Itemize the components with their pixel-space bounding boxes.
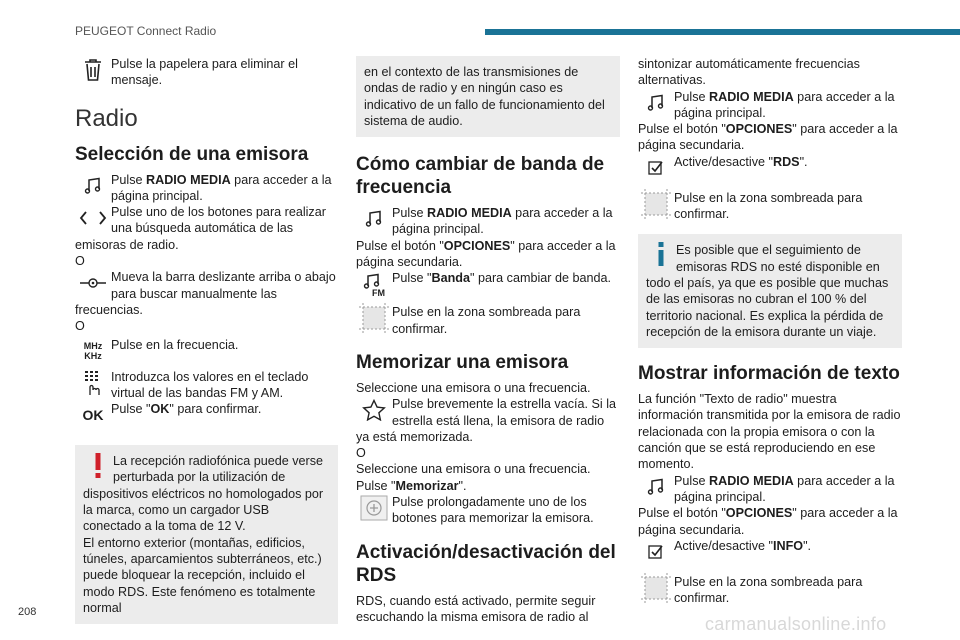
step-ok: OK Pulse "OK" para confirmar. (75, 401, 338, 429)
music-note-icon (75, 172, 111, 200)
star-outline-icon (356, 396, 392, 424)
checkbox-icon (638, 154, 674, 182)
step-frequency: MHz KHz Pulse en la frecuencia. (75, 337, 338, 365)
watermark: carmanualsonline.info (705, 614, 887, 634)
mhz-khz-icon: MHz KHz (83, 340, 103, 361)
rds-step-toggle: Active/desactive "RDS". (638, 154, 902, 182)
column-3: sintonizar automáticamente frecuencias alternativas. Pulse RADIO MEDIA para acceder a la página principal. Pulse el botón "OPCIONES" para acceder a la página secundaria. Active/desactive "RDS". Pulse en la zona sombreada para confirmar. Es posible que el seguimiento de emisoras RDS no esté disponible en todo el país, ya que es posible que muchas de las emisoras no cubran el 100 % del territorio nacional. Es explica la pérdida de recepción de la emisora durante un viaje. Mostrar información de texto La función "Texto de radio" muestra información transmitida por la emisora de radio relacionada con la propia emisora o con la canción que se está reproduciendo en ese momento. Pulse RADIO MEDIA para acceder a la página principal. Pulse el botón "OPCIONES" para acceder a la página secundaria. Active/desactive "INFO". Pulse en la zona sombreada para confirmar. (638, 57, 901, 606)
music-note-icon (356, 205, 392, 233)
rds-step-radio-media: Pulse RADIO MEDIA para acceder a la página principal. (638, 89, 902, 122)
text-step-toggle: Active/desactive "INFO". (638, 538, 902, 566)
band-step-confirm: Pulse en la zona sombreada para confirmar. (356, 304, 620, 337)
info-box (638, 234, 902, 348)
keypad-hand-icon (75, 369, 111, 397)
music-note-fm-icon: FM (356, 270, 392, 298)
music-note-icon (638, 473, 674, 501)
heading-text-info: Mostrar información de texto (638, 363, 900, 385)
memo-step-star: Pulse brevemente la estrella vacía. Si la estrella está llena, la emisora de radio ya está memorizada. (356, 397, 617, 444)
column-2: en el contexto de las transmisiones de ondas de radio y en ningún caso es indicativo de un fallo de funcionamiento del sistema de audio. Cómo cambiar de banda de frecuencia Pulse RADIO MEDIA para acceder a la página principal. Pulse el botón "OPCIONES" para acceder a la página secundaria. FM Pulse "Banda" para cambiar de banda. Pulse en la zona sombreada para confirmar. Memorizar una emisora Seleccione una emisora o una frecuencia. Pulse brevemente la estrella vacía. Si la estrella está llena, la emisora de radio ya está memorizada. O Seleccione una emisora o una frecuencia. Pulse "Memorizar". Pulse prolongadamente uno de los botones para memorizar la emisora. Activación/desactivación del RDS RDS, cuando está activado, permite seguir escuchando la misma emisora de radio al (356, 56, 620, 625)
heading-rds: Activación/desactivación del RDS (356, 541, 616, 586)
rds-step-confirm: Pulse en la zona sombreada para confirmar. (638, 190, 902, 223)
checkbox-icon (638, 538, 674, 566)
heading-select-station: Selección de una emisora (75, 143, 309, 165)
band-step-options: Pulse el botón "OPCIONES" para acceder a la página secundaria. (356, 238, 616, 270)
add-preset-icon (356, 494, 392, 522)
music-note-icon (638, 89, 674, 117)
delete-step (75, 56, 338, 89)
warning-text: La recepción radiofónica puede verse perturbada por la utilización de dispositivos eléctricos no homologados por la marca, como un cargador USB conectado a la toma de 12 V. (83, 454, 324, 534)
trash-icon (75, 56, 111, 84)
info-text: Es posible que el seguimiento de emisoras RDS no esté disponible en todo el país, ya que es posible que muchas de las emisoras no cubran el 100 % del territorio nacional. Es explica la pérdida de recepción de la emisora durante un viaje. (646, 243, 889, 339)
delete-text: Pulse la papelera para eliminar el mensaje. (111, 57, 298, 88)
heading-memorize: Memorizar una emisora (356, 351, 569, 373)
shaded-zone-icon (638, 190, 674, 218)
shaded-zone-icon (356, 304, 392, 332)
or-text: O (75, 254, 85, 269)
memo-step-longpress: Pulse prolongadamente uno de los botones para memorizar la emisora. (356, 494, 620, 527)
shaded-zone-icon (638, 574, 674, 602)
warning-box (75, 445, 338, 624)
warning-exclamation-icon (83, 453, 113, 483)
text-step-radio-media: Pulse RADIO MEDIA para acceder a la página principal. (638, 473, 902, 506)
warning-box-continued: en el contexto de las transmisiones de ondas de radio y en ningún caso es indicativo de un fallo de funcionamiento del sistema de audio. (356, 56, 620, 137)
step-radio-media: Pulse RADIO MEDIA para acceder a la página principal. (75, 172, 338, 205)
ok-icon: OK (82, 407, 104, 424)
band-step-band: FM Pulse "Banda" para cambiar de banda. (356, 270, 620, 298)
info-i-icon (646, 242, 676, 268)
step-slider: Mueva la barra deslizante arriba o abajo para buscar manualmente las frecuencias. (75, 270, 336, 317)
band-step-radio-media: Pulse RADIO MEDIA para acceder a la página principal. (356, 205, 620, 238)
slider-icon (75, 269, 111, 297)
or-text: O (75, 319, 85, 334)
page-header (0, 0, 960, 44)
heading-change-band: Cómo cambiar de banda de frecuencia (356, 154, 605, 199)
step-keyboard: Introduzca los valores en el teclado virtual de las bandas FM y AM. (75, 369, 338, 402)
chevrons-icon (75, 204, 111, 232)
column-1 (75, 56, 338, 624)
warning-text-2: El entorno exterior (montañas, edificios, túneles, aparcamientos subterráneos, etc.) puede bloquear la recepción, incluido el modo RDS. Este fenómeno es totalmente normal (83, 535, 322, 615)
page-number: 208 (18, 606, 37, 618)
header-accent-bar (485, 29, 960, 35)
section-title: Radio (75, 104, 138, 132)
header-title: PEUGEOT Connect Radio (75, 24, 217, 38)
text-step-confirm: Pulse en la zona sombreada para confirmar. (638, 574, 902, 607)
step-auto-search: Pulse uno de los botones para realizar una búsqueda automática de las emisoras de radio. (75, 205, 326, 252)
